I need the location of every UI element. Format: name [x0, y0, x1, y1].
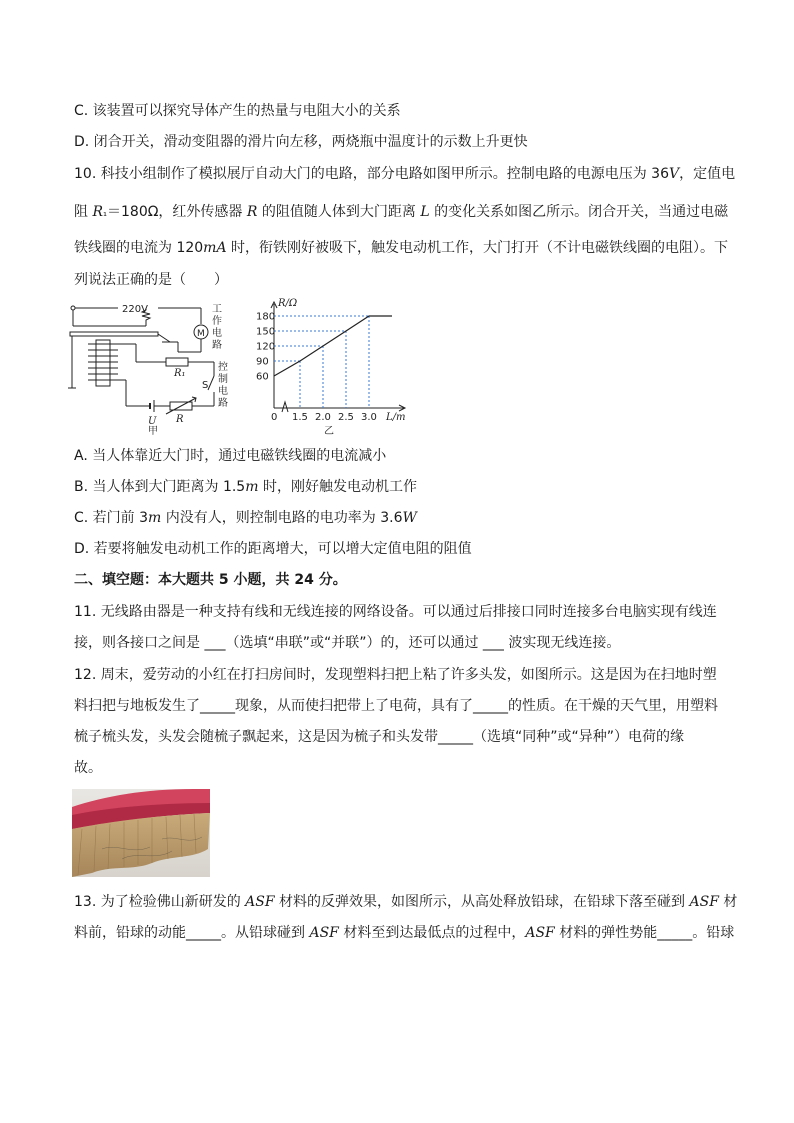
q12-line3: 梳子梳头发，头发会随梳子飘起来，这是因为梳子和头发带_____（选填“同种”或“异种”）电荷的缘	[74, 729, 685, 745]
resistor-r1	[166, 358, 188, 366]
q10-stem-line1: 10. 科技小组制作了模拟展厅自动大门的电路，部分电路如图甲所示。控制电路的电源电压为 36V，定值电	[74, 166, 736, 182]
control-circuit-char-4: 路	[218, 398, 228, 409]
q11-line1: 11. 无线路由器是一种支持有线和无线连接的网络设备。可以通过后排接口同时连接多台电脑实现有线连	[74, 604, 717, 620]
broom-photo	[72, 789, 210, 877]
q9-option-c: C. 该装置可以探究导体产生的热量与电阻大小的关系	[74, 103, 401, 119]
work-circuit-char-2: 作	[212, 316, 222, 327]
y-tick-label: 180	[256, 311, 276, 323]
x-tick-label: 2.5	[338, 412, 354, 423]
x-tick-label: 3.0	[361, 412, 377, 423]
u-label: U	[148, 416, 157, 427]
q13-line1: 13. 为了检验佛山新研发的 ASF 材料的反弹效果，如图所示，从高处释放铅球，在铅球下落至碰到 ASF 材	[74, 894, 738, 910]
graph-yi	[256, 296, 416, 438]
x-tick-label: 1.5	[292, 412, 308, 423]
circuit-diagram-jia	[66, 296, 246, 436]
switch-label: S	[202, 380, 209, 391]
y-tick-label: 90	[256, 356, 269, 368]
work-circuit-char-4: 路	[212, 340, 222, 351]
y-tick-label: 150	[256, 326, 276, 338]
q12-line4: 故。	[74, 760, 102, 776]
caption-yi: 乙	[324, 426, 334, 437]
graph-xlabel: L/m	[386, 412, 406, 423]
r1-label: R₁	[174, 368, 186, 379]
q10-option-b: B. 当人体到大门距离为 1.5m 时，刚好触发电动机工作	[74, 479, 417, 495]
graph-guide-lines	[274, 316, 369, 408]
q12-line1: 12. 周末，爱劳动的小红在打扫房间时，发现塑料扫把上粘了许多头发，如图所示。这是因为在扫地时塑	[74, 667, 717, 683]
control-circuit-char-1: 控	[218, 362, 228, 373]
y-tick-label: 120	[256, 341, 276, 353]
q10-option-c: C. 若门前 3m 内没有人，则控制电路的电功率为 3.6W	[74, 510, 417, 526]
y-tick-label: 60	[256, 371, 269, 383]
voltage-label: 220V	[122, 304, 148, 315]
caption-jia: 甲	[148, 426, 158, 436]
q11-line2: 接，则各接口之间是 ___（选填“串联”或“并联”）的，还可以通过 ___ 波实现无线连接。	[74, 635, 621, 651]
motor-label: M	[197, 329, 205, 339]
q10-stem-line4: 列说法正确的是（ ）	[74, 272, 228, 288]
section-heading-fill-in: 二、填空题：本大题共 5 小题，共 24 分。	[74, 572, 347, 588]
graph-ylabel: R/Ω	[278, 298, 298, 309]
q10-option-a: A. 当人体靠近大门时，通过电磁铁线圈的电流减小	[74, 448, 387, 464]
q12-line2: 料扫把与地板发生了_____现象，从而使扫把带上了电荷，具有了_____的性质。在干燥的天气里，用塑料	[74, 698, 718, 714]
work-circuit-char-1: 工	[212, 304, 222, 315]
x-tick-label: 0	[271, 412, 278, 423]
r-label: R	[176, 414, 184, 425]
q10-option-d: D. 若要将触发电动机工作的距离增大，可以增大定值电阻的阻值	[74, 541, 472, 557]
work-circuit-char-3: 电	[212, 328, 222, 339]
x-tick-label: 2.0	[315, 412, 331, 423]
q10-stem-line3: 铁线圈的电流为 120mA 时，衔铁刚好被吸下，触发电动机工作，大门打开（不计电磁铁线圈的电阻）。下	[74, 240, 729, 256]
q9-option-d: D. 闭合开关，滑动变阻器的滑片向左移，两烧瓶中温度计的示数上升更快	[74, 134, 528, 150]
q13-line2: 料前，铅球的动能_____。从铅球碰到 ASF 材料至到达最低点的过程中，ASF 材料的弹性势能_____。铅球	[74, 925, 735, 941]
control-circuit-char-2: 制	[218, 374, 228, 385]
control-circuit-char-3: 电	[218, 386, 228, 397]
q10-stem-line2: 阻 R₁＝180Ω，红外传感器 R 的阻值随人体到大门距离 L 的变化关系如图乙所示。闭合开关，当通过电磁	[74, 204, 729, 220]
